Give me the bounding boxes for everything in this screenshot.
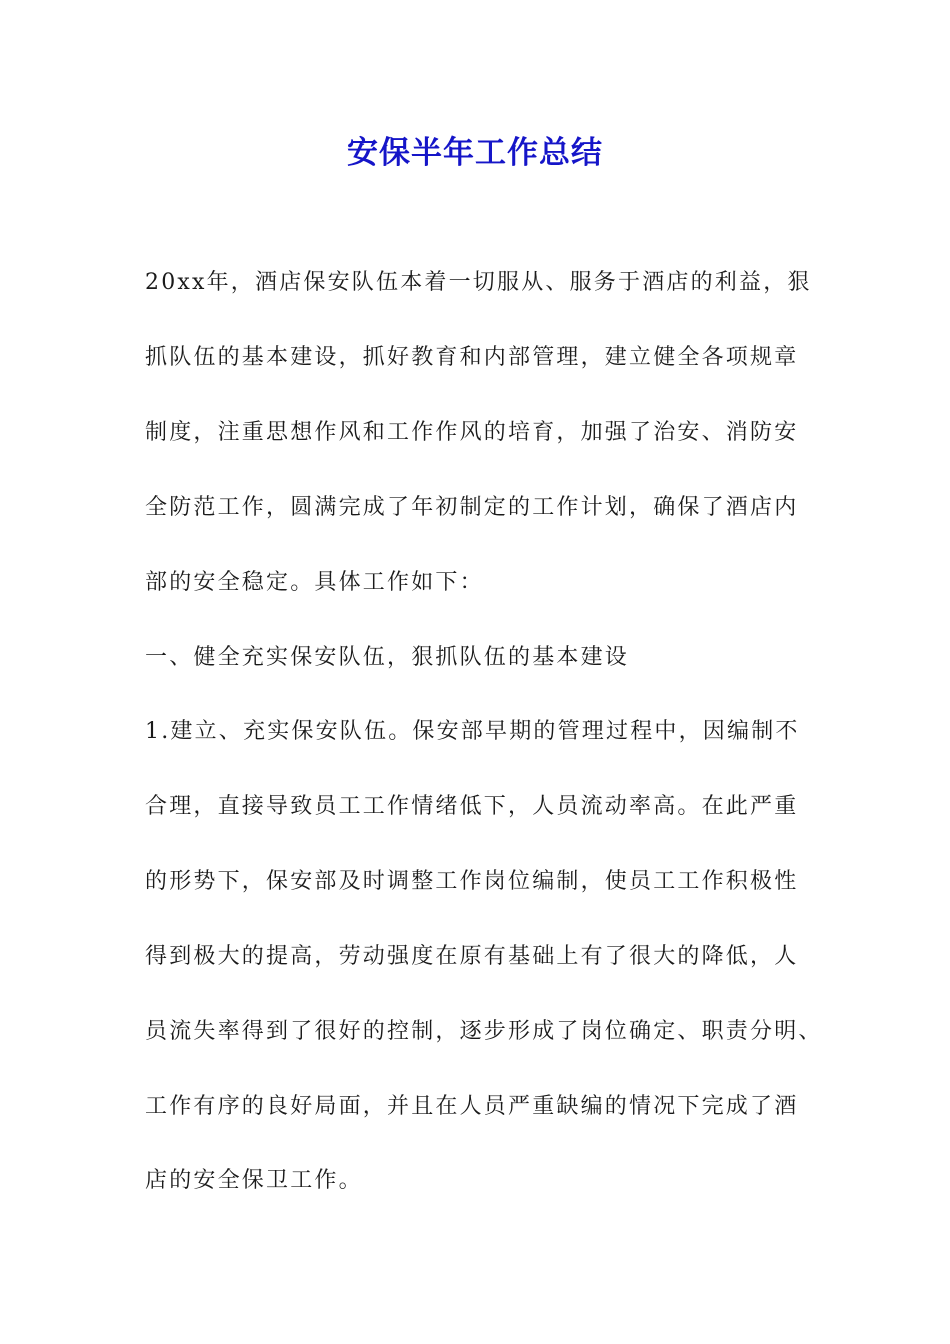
paragraph-line: 店的安全保卫工作。 [145, 1168, 363, 1193]
document-title: 安保半年工作总结 [347, 135, 603, 171]
paragraph-line: 工作有序的良好局面，并且在人员严重缺编的情况下完成了酒 [145, 1094, 799, 1119]
paragraph-line: 20xx年，酒店保安队伍本着一切服从、服务于酒店的利益，狠 [145, 270, 812, 295]
paragraph-line: 得到极大的提高，劳动强度在原有基础上有了很大的降低，人 [145, 944, 799, 969]
paragraph-line: 部的安全稳定。具体工作如下： [145, 570, 484, 595]
paragraph-line: 全防范工作，圆满完成了年初制定的工作计划，确保了酒店内 [145, 495, 799, 520]
paragraph-line: 合理，直接导致员工工作情绪低下，人员流动率高。在此严重 [145, 794, 799, 819]
paragraph-line: 的形势下，保安部及时调整工作岗位编制，使员工工作积极性 [145, 869, 799, 894]
paragraph-line: 制度，注重思想作风和工作作风的培育，加强了治安、消防安 [145, 420, 799, 445]
paragraph-line: 抓队伍的基本建设，抓好教育和内部管理，建立健全各项规章 [145, 345, 799, 370]
section-heading: 一、健全充实保安队伍，狠抓队伍的基本建设 [145, 645, 630, 670]
paragraph-line: 员流失率得到了很好的控制，逐步形成了岗位确定、职责分明、 [145, 1019, 823, 1044]
paragraph-line: 1.建立、充实保安队伍。保安部早期的管理过程中，因编制不 [145, 719, 800, 744]
